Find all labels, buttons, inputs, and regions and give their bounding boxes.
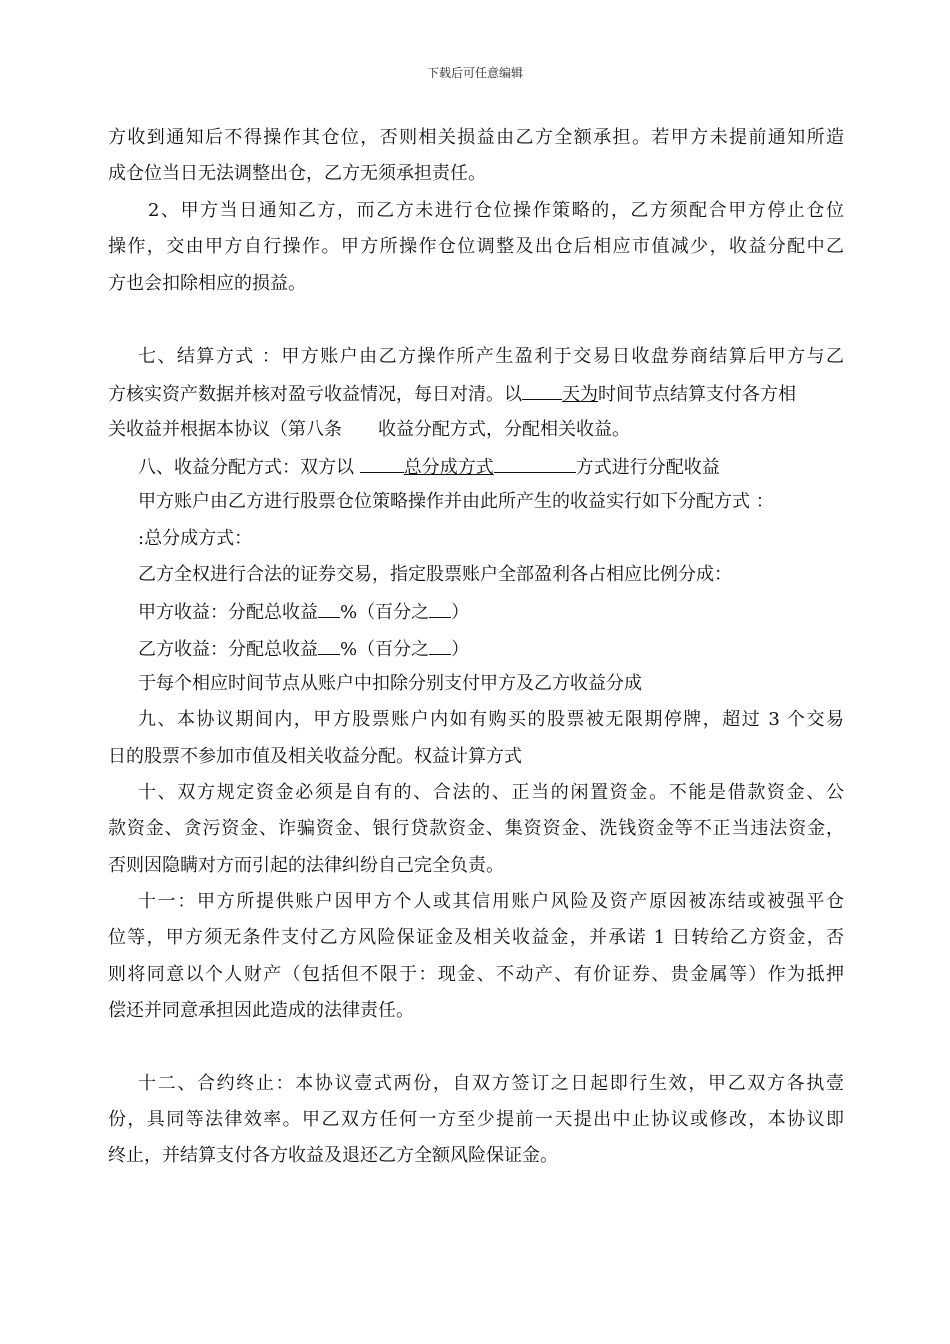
paragraph-line: 操作，交由甲方自行操作。甲方所操作仓位调整及出仓后相应市值减少，收益分配中乙 — [108, 236, 844, 257]
paragraph-line — [108, 381, 844, 407]
blank-field — [360, 454, 404, 473]
paragraph-line: 甲方账户由乙方进行股票仓位策略操作并由此所产生的收益实行如下分配方式 ： — [138, 491, 774, 512]
text-segment: 甲方收益：分配总收益 — [138, 602, 318, 623]
paragraph-line: 方也会扣除相应的损益。 — [108, 273, 306, 294]
paragraph-line: 否则因隐瞒对方而引起的法律纠纷自己完全负责。 — [108, 855, 504, 876]
text-segment: 方式进行分配收益 — [575, 457, 720, 478]
section-7-heading-line: 七、结算方式 ：甲方账户由乙方操作所产生盈利于交易日收盘券商结算后甲方与乙 — [138, 346, 844, 367]
paragraph-line: 则将同意以个人财产（包括但不限于：现金、不动产、有价证券、贵金属等）作为抵押 — [108, 964, 844, 985]
paragraph-line: 日的股票不参加市值及相关收益分配。权益计算方式 — [108, 746, 522, 767]
paragraph-line: 成仓位当日无法调整出仓，乙方无须承担责任。 — [108, 163, 486, 184]
paragraph-line: 乙方全权进行合法的证券交易，指定股票账户全部盈利各占相应比例分成： — [138, 564, 732, 585]
party-b-share-line — [138, 636, 844, 662]
text-segment: %（百分之 — [340, 639, 430, 660]
text-segment: 方核实资产数据并核对盈亏收益情况，每日对清。以 — [108, 384, 522, 405]
blank-field — [429, 599, 451, 618]
section-8-heading-line — [138, 454, 844, 480]
paragraph-line: 方收到通知后不得操作其仓位，否则相关损益由乙方全额承担。若甲方未提前通知所造 — [108, 127, 844, 148]
text-segment: 八、收益分配方式：双方以 — [138, 457, 354, 478]
text-segment: ） — [451, 602, 470, 623]
party-a-share-line — [138, 599, 844, 625]
blank-field — [318, 599, 340, 618]
paragraph-line: 终止，并结算支付各方收益及退还乙方全额风险保证金。 — [108, 1145, 558, 1166]
section-9-heading-line: 九、本协议期间内，甲方股票账户内如有购买的股票被无限期停牌，超过 3 个交易 — [138, 709, 844, 730]
text-segment: 时间节点结算支付各方相 — [598, 384, 796, 405]
filled-field: 总分成方式 — [403, 457, 494, 478]
paragraph-line: 位等，甲方须无条件支付乙方风险保证金及相关收益金，并承诺 1 日转给乙方资金，否 — [108, 927, 844, 948]
paragraph-line: 偿还并同意承担因此造成的法律责任。 — [108, 1000, 414, 1021]
filled-field: 天为 — [562, 384, 598, 405]
paragraph-line: 份，具同等法律效率。甲乙双方任何一方至少提前一天提出中止协议或修改，本协议即 — [108, 1109, 844, 1130]
paragraph-line: 2、甲方当日通知乙方，而乙方未进行仓位操作策略的，乙方须配合甲方停止仓位 — [148, 200, 844, 221]
text-segment: %（百分之 — [340, 602, 430, 623]
paragraph-line: 款资金、贪污资金、诈骗资金、银行贷款资金、集资资金、洗钱资金等不正当违法资金， — [108, 818, 844, 839]
paragraph-line: 关收益并根据本协议（第八条 收益分配方式，分配相关收益。 — [108, 419, 630, 440]
paragraph-line: :总分成方式： — [138, 528, 253, 549]
blank-field — [429, 636, 451, 655]
section-10-heading-line: 十、双方规定资金必须是自有的、合法的、正当的闲置资金。不能是借款资金、公 — [138, 782, 844, 803]
section-12-heading-line: 十二、合约终止：本协议壹式两份，自双方签订之日起即行生效，甲乙双方各执壹 — [138, 1073, 844, 1094]
paragraph-line: 于每个相应时间节点从账户中扣除分别支付甲方及乙方收益分成 — [138, 673, 642, 694]
text-segment: ） — [451, 639, 470, 660]
text-segment: 乙方收益：分配总收益 — [138, 639, 318, 660]
page-header: 下载后可任意编辑 — [426, 66, 523, 80]
blank-field — [522, 381, 562, 400]
blank-field — [494, 454, 576, 473]
section-11-heading-line: 十一：甲方所提供账户因甲方个人或其信用账户风险及资产原因被冻结或被强平仓 — [138, 891, 844, 912]
blank-field — [318, 636, 340, 655]
